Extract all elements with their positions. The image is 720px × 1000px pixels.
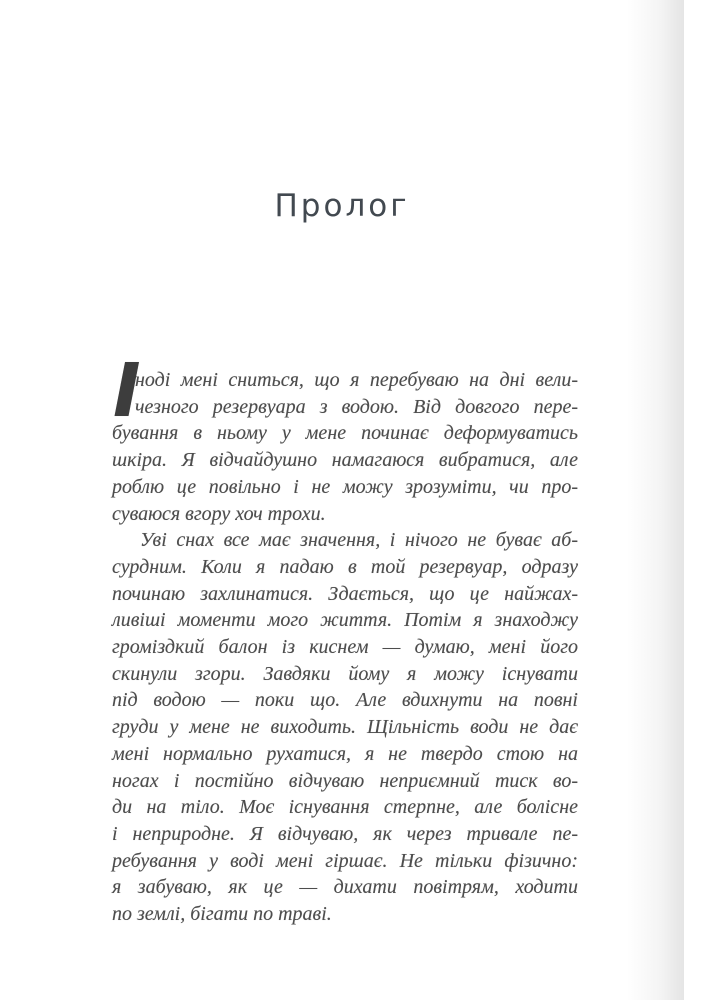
paragraph: [112, 527, 578, 928]
text-line: груди у мене не виходить. Щільність води не дає: [112, 716, 578, 739]
text-line: я забуваю, як це — дихати повітрям, ходити: [112, 876, 578, 899]
text-line: бування в ньому у мене починає деформуватись: [112, 422, 578, 445]
text-line: мені нормально рухатися, я не твердо стою на: [112, 742, 578, 765]
text-line: ливіші моменти мого життя. Потім я знаходжу: [112, 609, 578, 632]
text-line: шкіра. Я відчайдушно намагаюся вибратися, але: [112, 449, 578, 472]
text-line: ноді мені сниться, що я перебуваю на дні вели-: [135, 369, 578, 391]
text-line: громіздкий балон із киснем — думаю, мені його: [112, 636, 578, 659]
text-line: скинули згори. Завдяки йому я можу існувати: [112, 662, 578, 685]
text-line: ногах і постійно відчуваю неприємний тиск во-: [112, 769, 578, 792]
text-line: чезного резервуара з водою. Від довгого пере-: [135, 395, 578, 418]
prologue-text: [112, 348, 578, 928]
drop-cap: [112, 348, 141, 434]
text-line: по землі, бігати по траві.: [112, 903, 332, 926]
chapter-title: Пролог: [274, 188, 410, 224]
text-line: Уві снах все має значення, і нічого не буває аб-: [140, 529, 578, 552]
page-edge-shadow: [626, 0, 684, 1000]
text-line: роблю це повільно і не можу зрозуміти, чи про-: [112, 475, 578, 498]
text-line: сурдним. Коли я падаю в той резервуар, одразу: [112, 555, 578, 578]
text-line: ребування у воді мені гіршає. Не тільки фізично:: [112, 849, 578, 872]
drop-cap-letter: І: [113, 348, 141, 434]
text-line: під водою — поки що. Але вдихнути на повні: [112, 689, 578, 712]
text-line: починаю захлинатися. Здається, що це найжах-: [112, 582, 578, 605]
paragraph: [112, 348, 578, 527]
text-line: ди на тіло. Моє існування стерпне, але болісне: [112, 796, 578, 819]
text-line: суваюся вгору хоч трохи.: [112, 502, 326, 525]
text-line: і неприродне. Я відчуваю, як через тривале пе-: [112, 822, 578, 845]
